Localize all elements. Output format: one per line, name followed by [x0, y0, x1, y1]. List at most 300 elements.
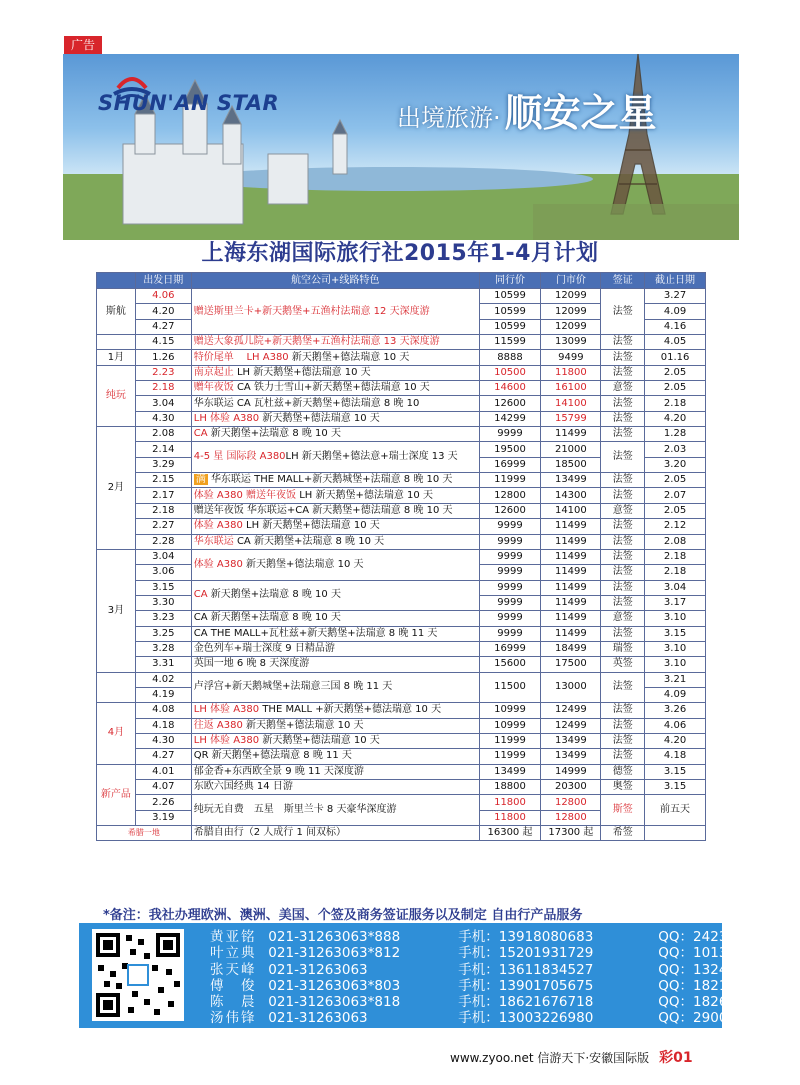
cell-visa: 法签 — [601, 595, 645, 610]
cell-retail: 11499 — [541, 565, 601, 580]
cell-visa: 奥签 — [601, 780, 645, 795]
qr-code — [92, 929, 184, 1021]
cell-peer: 14600 — [479, 381, 541, 396]
table-row — [97, 488, 706, 503]
ad-tag: 广告 — [64, 36, 102, 54]
cell-deadline: 01.16 — [645, 350, 706, 365]
cell-date: 3.31 — [135, 657, 191, 672]
cell-peer: 10599 — [479, 289, 541, 304]
contact-name: 陈 晨 — [210, 994, 257, 1011]
cell-retail: 12499 — [541, 703, 601, 718]
route-desc: 新天鹅堡+德法瑞意 10 天 — [246, 719, 364, 731]
table-row — [97, 795, 706, 810]
cell-retail: 12099 — [541, 289, 601, 304]
cell-date: 3.04 — [135, 549, 191, 564]
cell-date: 4.27 — [135, 319, 191, 334]
table-row — [97, 549, 706, 564]
cell-peer: 16300 起 — [479, 826, 541, 841]
cell-route — [191, 488, 479, 503]
table-row — [97, 718, 706, 733]
cell-route: 赠送年夜饭 华东联运+CA 新天鹅堡+德法瑞意 8 晚 10 天 — [191, 503, 479, 518]
cell-route: 英国一地 6 晚 8 天深度游 — [191, 657, 479, 672]
cell-visa: 斯签 — [601, 795, 645, 826]
cell-retail: 11499 — [541, 427, 601, 442]
cell-peer: 11599 — [479, 335, 541, 350]
contact-tel: 021-31263063*818 — [268, 994, 401, 1011]
cell-deadline: 4.20 — [645, 733, 706, 748]
cell-retail: 17500 — [541, 657, 601, 672]
route-desc: LH 新天鹅堡+德法瑞意 10 天 — [236, 366, 371, 378]
cell-date: 3.19 — [135, 810, 191, 825]
cell-deadline: 2.18 — [645, 396, 706, 411]
footer-text: www.zyoo.net 信游天下·安徽国际版 — [450, 1051, 650, 1065]
route-desc: 新天鹅堡+德法瑞意 10 天 — [291, 351, 410, 363]
cell-peer: 10999 — [479, 718, 541, 733]
cell-deadline: 3.10 — [645, 611, 706, 626]
cell-deadline: 4.05 — [645, 335, 706, 350]
cell-visa: 法签 — [601, 626, 645, 641]
cell-deadline: 2.07 — [645, 488, 706, 503]
footnote: *备注：我社办理欧洲、澳洲、美国、个签及商务签证服务以及制定 自由行产品服务 — [103, 908, 583, 923]
contact-qq: QQ：2900235868 — [658, 1010, 779, 1027]
cell-deadline: 2.03 — [645, 442, 706, 457]
cell-retail: 12099 — [541, 319, 601, 334]
table-row — [97, 611, 706, 626]
group-label: 4月 — [97, 703, 136, 764]
cell-deadline: 2.12 — [645, 519, 706, 534]
full-badge: 满 — [195, 474, 206, 486]
cell-visa: 法签 — [601, 427, 645, 442]
cell-visa: 法签 — [601, 733, 645, 748]
brand-logo-text: SHUN'AN STAR — [98, 91, 280, 115]
cell-peer: 12600 — [479, 503, 541, 518]
cell-peer: 16999 — [479, 457, 541, 472]
route-desc: 华东联运 THE MALL+新天鹅城堡+法瑞意 8 晚 10 天 — [210, 474, 453, 486]
header-visa: 签证 — [601, 273, 645, 289]
cell-route: 卢浮宫+新天鹅城堡+法瑞意三国 8 晚 11 天 — [191, 672, 479, 703]
route-tag: CA — [193, 589, 208, 601]
table-row — [97, 733, 706, 748]
cell-peer: 10599 — [479, 304, 541, 319]
cell-peer: 9999 — [479, 427, 541, 442]
cell-deadline: 3.20 — [645, 457, 706, 472]
cell-route: CA THE MALL+瓦杜兹+新天鹅堡+法瑞意 8 晚 11 天 — [191, 626, 479, 641]
cell-date: 4.02 — [135, 672, 191, 687]
cell-date: 4.18 — [135, 718, 191, 733]
cell-peer: 18800 — [479, 780, 541, 795]
cell-date: 4.07 — [135, 780, 191, 795]
cell-date: 3.23 — [135, 611, 191, 626]
cell-retail: 11800 — [541, 365, 601, 380]
table-row — [97, 442, 706, 457]
cell-retail: 18500 — [541, 457, 601, 472]
contact-mobile: 手机：13918080683 — [458, 929, 594, 945]
cell-deadline: 3.15 — [645, 764, 706, 779]
table-row — [97, 703, 706, 718]
cell-route: QR 新天鹅堡+德法瑞意 8 晚 11 天 — [191, 749, 479, 764]
cell-deadline — [645, 826, 706, 841]
route-tag: 赠年夜饭 — [193, 382, 234, 394]
contact-name: 黄亚铭 — [210, 929, 257, 945]
cell-route — [191, 733, 479, 748]
cell-retail: 21000 — [541, 442, 601, 457]
cell-peer: 13499 — [479, 764, 541, 779]
cell-deadline: 3.15 — [645, 626, 706, 641]
table-row — [97, 519, 706, 534]
cell-peer: 9999 — [479, 611, 541, 626]
slogan-prefix: 出境旅游· — [397, 104, 501, 132]
cell-deadline: 2.18 — [645, 549, 706, 564]
table-row — [97, 764, 706, 779]
contact-name: 叶立典 — [210, 945, 257, 962]
cell-deadline: 1.28 — [645, 427, 706, 442]
cell-route: 金色列车+瑞士深度 9 日精品游 — [191, 641, 479, 656]
cell-visa: 法签 — [601, 396, 645, 411]
header-date: 出发日期 — [135, 273, 191, 289]
cell-date: 4.30 — [135, 411, 191, 426]
cell-visa: 法签 — [601, 718, 645, 733]
table-row — [97, 473, 706, 488]
cell-route — [191, 580, 479, 611]
cell-deadline: 4.06 — [645, 718, 706, 733]
table-row — [97, 503, 706, 518]
cell-peer: 11500 — [479, 672, 541, 703]
group-label: 希腊一地 — [97, 826, 192, 841]
cell-route — [191, 703, 479, 718]
cell-date: 1.26 — [135, 350, 191, 365]
table-row — [97, 381, 706, 396]
cell-visa: 法签 — [601, 703, 645, 718]
cell-deadline: 4.18 — [645, 749, 706, 764]
cell-date: 4.15 — [135, 335, 191, 350]
cell-peer: 10599 — [479, 319, 541, 334]
group-label: 3月 — [97, 549, 136, 672]
page-title: 上海东湖国际旅行社2015年1-4月计划 — [201, 241, 599, 266]
cell-deadline: 2.05 — [645, 503, 706, 518]
cell-date: 3.04 — [135, 396, 191, 411]
cell-date: 3.25 — [135, 626, 191, 641]
table-row — [97, 626, 706, 641]
table-row — [97, 411, 706, 426]
cell-route — [191, 427, 479, 442]
cell-route — [191, 350, 479, 365]
cell-route — [191, 365, 479, 380]
group-label: 2月 — [97, 427, 136, 550]
cell-date: 4.08 — [135, 703, 191, 718]
cell-retail: 14100 — [541, 503, 601, 518]
route-desc: CA 新天鹅堡+法瑞意 8 晚 10 天 — [236, 535, 385, 547]
cell-retail: 11499 — [541, 595, 601, 610]
route-tag: 4-5 星 国际段 A380 — [193, 451, 286, 463]
cell-peer: 9999 — [479, 519, 541, 534]
cell-retail: 11499 — [541, 534, 601, 549]
cell-deadline: 3.10 — [645, 641, 706, 656]
cell-retail: 9499 — [541, 350, 601, 365]
contact-qq: QQ：1013808609 — [658, 945, 779, 962]
cell-date: 3.06 — [135, 565, 191, 580]
contact-tel: 021-31263063*812 — [268, 945, 401, 962]
contact-row — [210, 994, 779, 1010]
cell-peer: 9999 — [479, 580, 541, 595]
cell-route — [191, 718, 479, 733]
route-desc: 新天鹅堡+德法瑞意 10 天 — [246, 558, 364, 570]
cell-deadline: 2.05 — [645, 473, 706, 488]
cell-deadline: 3.26 — [645, 703, 706, 718]
cell-retail: 11499 — [541, 549, 601, 564]
group-blank — [97, 672, 136, 703]
table-row — [97, 365, 706, 380]
brand-slogan — [397, 82, 657, 137]
cell-date: 2.27 — [135, 519, 191, 534]
cell-peer: 9999 — [479, 595, 541, 610]
cell-date: 3.28 — [135, 641, 191, 656]
cell-visa: 法签 — [601, 289, 645, 335]
cell-route — [191, 473, 479, 488]
cell-deadline: 4.16 — [645, 319, 706, 334]
cell-visa: 法签 — [601, 365, 645, 380]
cell-peer: 10500 — [479, 365, 541, 380]
cell-route — [191, 381, 479, 396]
group-label: 斯航 — [97, 289, 136, 335]
page-footer — [450, 1047, 693, 1067]
cell-deadline: 3.10 — [645, 657, 706, 672]
cell-route: 东欧六国经典 14 日游 — [191, 780, 479, 795]
cell-visa: 意签 — [601, 503, 645, 518]
cell-date: 2.14 — [135, 442, 191, 457]
cell-date: 2.18 — [135, 503, 191, 518]
cell-route: 希腊自由行（2 人成行 1 间双标） — [191, 826, 479, 841]
contact-row — [210, 978, 779, 994]
group-label: 纯玩 — [97, 365, 136, 426]
cell-date: 2.23 — [135, 365, 191, 380]
cell-visa: 法签 — [601, 442, 645, 473]
cell-visa: 法签 — [601, 488, 645, 503]
table-row — [97, 657, 706, 672]
route-desc: LH 新天鹅堡+德法瑞意 10 天 — [299, 489, 433, 501]
table-row — [97, 672, 706, 687]
cell-visa: 意签 — [601, 381, 645, 396]
cell-visa: 法签 — [601, 580, 645, 595]
cell-visa: 法签 — [601, 672, 645, 703]
cell-retail: 17300 起 — [541, 826, 601, 841]
route-desc: 新天鹅堡+法瑞意 8 晚 10 天 — [210, 589, 341, 601]
cell-peer: 9999 — [479, 534, 541, 549]
cell-deadline: 3.15 — [645, 780, 706, 795]
header-blank — [97, 273, 136, 289]
table-row — [97, 335, 706, 350]
route-desc: 新天鹅堡+法瑞意 8 晚 10 天 — [210, 428, 341, 440]
header-route: 航空公司+线路特色 — [191, 273, 479, 289]
cell-date: 3.15 — [135, 580, 191, 595]
route-desc: 新天鹅堡+德法瑞意 10 天 — [262, 412, 380, 424]
cell-peer: 10999 — [479, 703, 541, 718]
cell-retail: 13499 — [541, 733, 601, 748]
route-tag: 往返 A380 — [193, 719, 243, 731]
contact-mobile: 手机：13003226980 — [458, 1010, 594, 1027]
route-air: LH A380 — [246, 351, 289, 363]
header-peer-price: 同行价 — [479, 273, 541, 289]
header-retail-price: 门市价 — [541, 273, 601, 289]
cell-retail: 20300 — [541, 780, 601, 795]
cell-peer: 16999 — [479, 641, 541, 656]
route-tag: CA — [193, 428, 208, 440]
contact-mobile: 手机：18621676718 — [458, 994, 594, 1011]
cell-visa: 法签 — [601, 519, 645, 534]
route-tag: 体验 A380 — [193, 558, 243, 570]
table-row — [97, 641, 706, 656]
cell-deadline: 2.08 — [645, 534, 706, 549]
cell-visa: 瑞签 — [601, 641, 645, 656]
cell-retail: 13000 — [541, 672, 601, 703]
cell-date: 4.06 — [135, 289, 191, 304]
cell-deadline: 2.05 — [645, 381, 706, 396]
route-tag: 特价尾单 — [193, 351, 234, 363]
cell-date: 2.17 — [135, 488, 191, 503]
cell-peer: 12800 — [479, 488, 541, 503]
contact-name: 汤伟锋 — [210, 1010, 257, 1027]
cell-retail: 12800 — [541, 810, 601, 825]
cell-route: 华东联运 CA 瓦杜兹+新天鹅堡+德法瑞意 8 晚 10 — [191, 396, 479, 411]
cell-deadline: 3.21 — [645, 672, 706, 687]
cell-peer: 11800 — [479, 810, 541, 825]
route-desc: 新天鹅堡+德法瑞意 10 天 — [262, 735, 380, 747]
cell-peer: 8888 — [479, 350, 541, 365]
contact-tel: 021-31263063*803 — [268, 977, 401, 994]
table-row — [97, 427, 706, 442]
contact-qq: QQ：1826337986 — [658, 994, 779, 1011]
cell-retail: 13499 — [541, 473, 601, 488]
cell-date: 4.19 — [135, 687, 191, 702]
cell-retail: 11499 — [541, 580, 601, 595]
cell-date: 3.30 — [135, 595, 191, 610]
cell-deadline: 4.20 — [645, 411, 706, 426]
cell-peer: 11999 — [479, 749, 541, 764]
cell-date: 2.15 — [135, 473, 191, 488]
cell-retail: 11499 — [541, 626, 601, 641]
route-tag: LH 体验 A380 — [193, 412, 260, 424]
cell-visa: 法签 — [601, 335, 645, 350]
cell-route: 赠送斯里兰卡+新天鹅堡+五渔村法瑞意 12 天深度游 — [191, 289, 479, 335]
cell-date: 4.27 — [135, 749, 191, 764]
qr-code-icon — [92, 929, 184, 1021]
cell-retail: 18499 — [541, 641, 601, 656]
cell-visa: 法签 — [601, 473, 645, 488]
route-tag: LH 体验 A380 — [193, 735, 260, 747]
cell-peer: 9999 — [479, 549, 541, 564]
table-header-row — [97, 273, 706, 289]
cell-peer: 9999 — [479, 565, 541, 580]
cell-route: CA 新天鹅堡+法瑞意 8 晚 10 天 — [191, 611, 479, 626]
contact-qq: QQ：2423669710 — [658, 929, 779, 945]
cell-route: 赠送大象孤儿院+新天鹅堡+五渔村法瑞意 13 天深度游 — [191, 335, 479, 350]
cell-route — [191, 442, 479, 473]
cell-date: 2.18 — [135, 381, 191, 396]
cell-deadline: 4.09 — [645, 304, 706, 319]
cell-date: 4.30 — [135, 733, 191, 748]
cell-deadline: 4.09 — [645, 687, 706, 702]
cell-date: 4.20 — [135, 304, 191, 319]
cell-visa: 法签 — [601, 549, 645, 564]
route-desc: CA 铁力士雪山+新天鹅堡+德法瑞意 10 天 — [236, 382, 430, 394]
table-row — [97, 396, 706, 411]
group-blank — [97, 335, 136, 350]
route-tag: 体验 A380 赠送年夜饭 — [193, 489, 297, 501]
contact-row — [210, 929, 779, 945]
table-row — [97, 534, 706, 549]
cell-retail: 14300 — [541, 488, 601, 503]
cell-route — [191, 411, 479, 426]
cell-deadline: 2.05 — [645, 365, 706, 380]
cell-retail: 14999 — [541, 764, 601, 779]
cell-retail: 12800 — [541, 795, 601, 810]
cell-retail: 11499 — [541, 611, 601, 626]
cell-retail: 12499 — [541, 718, 601, 733]
cell-route — [191, 519, 479, 534]
cell-peer: 15600 — [479, 657, 541, 672]
cell-peer: 12600 — [479, 396, 541, 411]
schedule-table — [96, 272, 706, 841]
cell-date: 2.28 — [135, 534, 191, 549]
contact-qq: QQ：1324577903 — [658, 961, 779, 978]
cell-retail: 11499 — [541, 519, 601, 534]
contact-row — [210, 962, 779, 978]
route-tag: 体验 A380 — [193, 520, 243, 532]
contact-tel: 021-31263063 — [268, 1010, 368, 1027]
contact-mobile: 手机：13901705675 — [458, 977, 594, 994]
cell-retail: 15799 — [541, 411, 601, 426]
route-desc: LH 新天鹅堡+德法意+瑞士深度 13 天 — [285, 451, 458, 463]
table-row — [97, 826, 706, 841]
cell-deadline: 3.04 — [645, 580, 706, 595]
cell-deadline: 3.17 — [645, 595, 706, 610]
cell-peer: 19500 — [479, 442, 541, 457]
cell-peer: 9999 — [479, 626, 541, 641]
group-label: 新产品 — [97, 764, 136, 825]
header-deadline: 截止日期 — [645, 273, 706, 289]
route-desc: THE MALL +新天鹅堡+德法瑞意 10 天 — [262, 704, 442, 716]
contact-row — [210, 945, 779, 961]
lake — [193, 167, 593, 191]
contact-row — [210, 1010, 779, 1026]
cell-route: 郁金香+东西欧全景 9 晚 11 天深度游 — [191, 764, 479, 779]
contact-mobile: 手机：15201931729 — [458, 945, 594, 962]
cell-peer: 11800 — [479, 795, 541, 810]
cell-retail: 13499 — [541, 749, 601, 764]
cell-deadline: 3.27 — [645, 289, 706, 304]
cell-visa: 英签 — [601, 657, 645, 672]
cell-retail: 16100 — [541, 381, 601, 396]
contact-name: 傅 俊 — [210, 977, 257, 994]
cell-visa: 法签 — [601, 350, 645, 365]
group-label: 1月 — [97, 350, 136, 365]
cell-retail: 13099 — [541, 335, 601, 350]
cell-retail: 12099 — [541, 304, 601, 319]
cell-visa: 意签 — [601, 611, 645, 626]
page-number: 彩01 — [659, 1050, 693, 1066]
cell-route — [191, 549, 479, 580]
contact-qq: QQ：1821073022 — [658, 977, 779, 994]
cell-route: 纯玩无自费 五星 斯里兰卡 8 天豪华深度游 — [191, 795, 479, 826]
cell-retail: 14100 — [541, 396, 601, 411]
route-tag: 华东联运 — [193, 535, 234, 547]
cell-deadline: 前五天 — [645, 795, 706, 826]
table-row — [97, 580, 706, 595]
cell-visa: 法签 — [601, 411, 645, 426]
cell-date: 4.01 — [135, 764, 191, 779]
cell-deadline: 2.18 — [645, 565, 706, 580]
cell-visa: 德签 — [601, 764, 645, 779]
cell-visa: 希签 — [601, 826, 645, 841]
